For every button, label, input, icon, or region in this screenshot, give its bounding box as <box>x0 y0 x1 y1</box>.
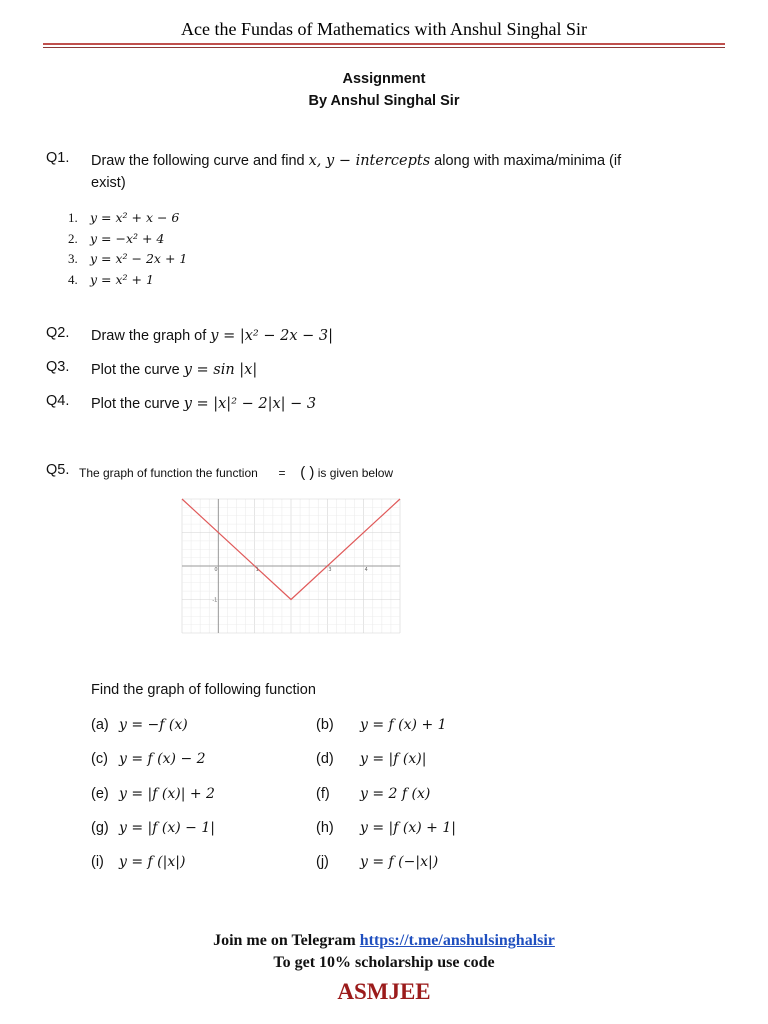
option-f <box>316 786 430 802</box>
assignment-title: Assignment <box>342 71 426 87</box>
q1-text-a: Draw the following curve and find <box>91 153 309 169</box>
option-equation: y = f (−|x|) <box>360 854 439 870</box>
list-item <box>68 249 187 270</box>
q1-number: Q1. <box>46 150 70 166</box>
option-d <box>316 751 426 767</box>
option-label: (b) <box>316 717 334 733</box>
q5-text-a: The graph of function the function <box>79 466 258 480</box>
graph-tick-label-x4: 4 <box>364 567 368 573</box>
q4-text-plain: Plot the curve <box>91 396 184 412</box>
telegram-link[interactable]: https://t.me/anshulsinghalsir <box>359 932 555 949</box>
find-heading: Find the graph of following function <box>91 682 316 698</box>
list-item-equation: y = x² + x − 6 <box>90 210 180 225</box>
option-h <box>316 820 456 836</box>
q1-text-line2: exist) <box>91 175 126 191</box>
option-i <box>91 854 185 870</box>
header-title: Ace the Fundas of Mathematics with Anshul Singhal Sir <box>181 19 587 39</box>
q1-text-b: along with maxima/minima (if <box>430 153 622 169</box>
q5-text <box>79 464 393 481</box>
option-equation: y = f (x) − 2 <box>119 751 206 767</box>
q1-text-math: x, y − intercepts <box>308 153 431 169</box>
list-item-equation: y = −x² + 4 <box>90 230 165 246</box>
q5-text-eq: = <box>278 466 286 480</box>
option-label: (h) <box>316 820 334 836</box>
q2-text <box>91 325 333 347</box>
list-item-number: 3. <box>68 251 78 266</box>
q3-math: y = sin |x| <box>183 362 258 378</box>
option-c <box>91 751 206 767</box>
list-item <box>68 270 187 291</box>
q5-text-paren: ( ) <box>300 464 315 481</box>
option-label: (c) <box>91 751 108 767</box>
q2-number: Q2. <box>46 325 70 341</box>
option-equation: y = |f (x)| + 2 <box>119 786 215 802</box>
list-item-number: 1. <box>68 210 78 225</box>
option-equation: y = |f (x)| <box>360 751 427 767</box>
footer-scholarship: To get 10% scholarship use code <box>273 954 495 971</box>
list-item-equation: y = x² + 1 <box>90 271 154 287</box>
graph-tick-label-x1: 1 <box>255 567 259 573</box>
option-j <box>316 854 438 870</box>
assignment-author: By Anshul Singhal Sir <box>308 93 460 109</box>
list-item <box>68 208 187 229</box>
q1-text <box>91 150 731 194</box>
list-item-number: 4. <box>68 271 78 287</box>
list-item-equation: y = x² − 2x + 1 <box>90 251 188 266</box>
option-equation: y = f (x) + 1 <box>360 717 447 733</box>
footer-telegram <box>0 932 768 950</box>
scholarship-code: ASMJEE <box>337 979 431 1004</box>
option-g <box>91 820 215 836</box>
q5-text-b: is given below <box>317 466 394 480</box>
q3-text-plain: Plot the curve <box>91 362 184 378</box>
option-a <box>91 717 188 733</box>
option-label: (j) <box>316 854 329 870</box>
header-divider <box>43 43 725 45</box>
q1-list <box>68 208 187 290</box>
graph-origin-label: 0 <box>214 567 218 573</box>
option-equation: y = 2 f (x) <box>360 786 431 802</box>
option-b <box>316 717 447 733</box>
list-item <box>68 229 187 250</box>
q4-math: y = |x|² − 2|x| − 3 <box>183 396 317 412</box>
graph-tick-label-y-neg: -1 <box>212 597 218 604</box>
q5-number: Q5. <box>46 462 70 478</box>
option-equation: y = −f (x) <box>119 717 188 733</box>
option-label: (i) <box>91 854 104 870</box>
q2-text-plain: Draw the graph of <box>91 328 211 344</box>
option-label: (e) <box>91 786 109 802</box>
list-item-number: 2. <box>68 230 78 246</box>
assignment-heading <box>0 68 768 112</box>
q2-math: y = |x² − 2x − 3| <box>210 328 333 344</box>
option-label: (f) <box>316 786 330 802</box>
option-label: (a) <box>91 717 109 733</box>
option-equation: y = |f (x) + 1| <box>360 820 456 836</box>
telegram-text: Join me on Telegram <box>213 932 360 949</box>
option-equation: y = f (|x|) <box>119 854 186 870</box>
q5-function-graph <box>180 497 402 635</box>
q4-number: Q4. <box>46 393 70 409</box>
q3-number: Q3. <box>46 359 70 375</box>
header-divider-thin <box>43 47 725 48</box>
q4-text <box>91 393 316 415</box>
option-e <box>91 786 215 802</box>
q3-text <box>91 359 257 381</box>
option-equation: y = |f (x) − 1| <box>119 820 215 836</box>
option-label: (d) <box>316 751 334 767</box>
option-label: (g) <box>91 820 109 836</box>
graph-tick-label-x3: 3 <box>328 567 332 573</box>
